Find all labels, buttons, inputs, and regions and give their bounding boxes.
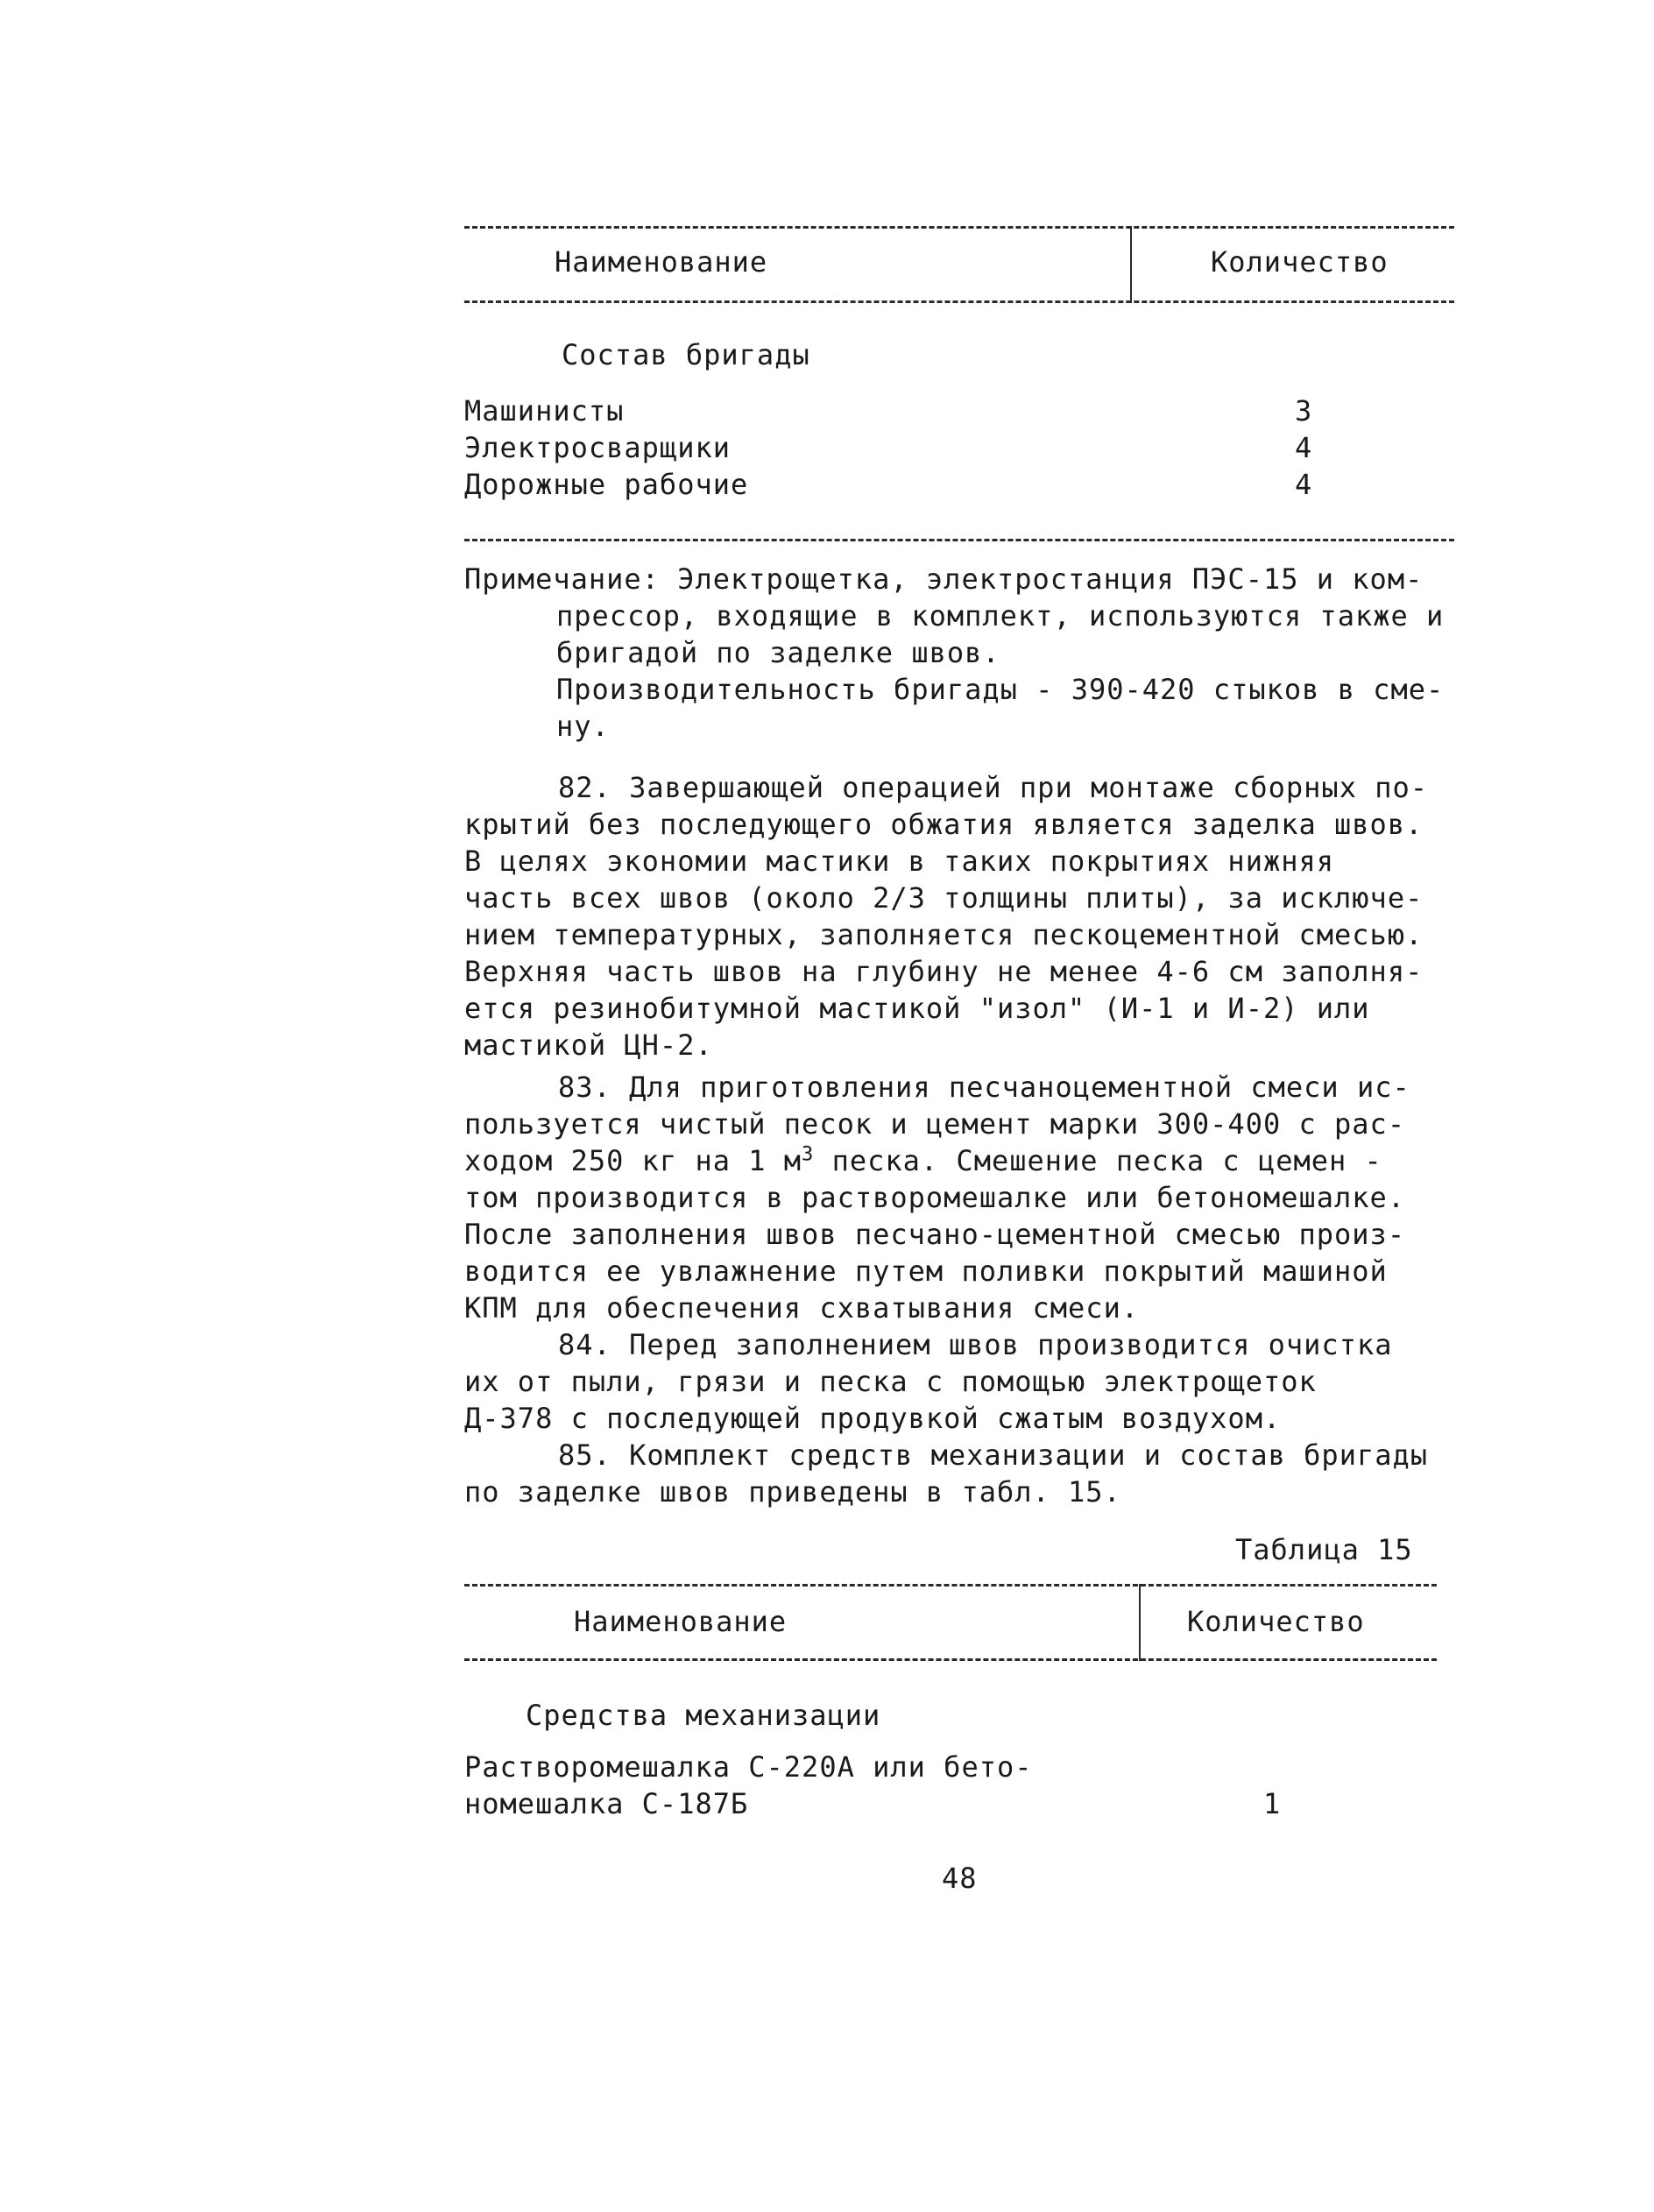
table15-header-name: Наименование <box>574 1605 788 1638</box>
paragraph-line: часть всех швов (около 2/3 толщины плиты), за исключе- <box>464 881 1424 915</box>
table1-header-name: Наименование <box>555 245 768 279</box>
paragraph-line: 83. Для приготовления песчаноцементной смеси ис- <box>558 1071 1410 1104</box>
table15-row-name: Растворомешалка С-220А или бето- <box>464 1750 1033 1784</box>
table1-section-title: Состав бригады <box>562 338 810 371</box>
table15-row-name: номешалка С-187Б <box>464 1787 749 1820</box>
superscript: 3 <box>802 1143 815 1166</box>
paragraph-line: 82. Завершающей операцией при монтаже сборных по- <box>558 771 1429 804</box>
table15-section-title: Средства механизации <box>526 1699 881 1732</box>
table1-row-qty: 3 <box>1295 394 1313 428</box>
table1-row-name: Дорожные рабочие <box>464 468 749 501</box>
note-line: прессор, входящие в комплект, используются также и <box>556 599 1445 633</box>
note-line: бригадой по заделке швов. <box>556 636 1000 669</box>
paragraph-line: В целях экономии мастики в таких покрытиях нижняя <box>464 845 1335 878</box>
paragraph-line: пользуется чистый песок и цемент марки 300-400 с рас- <box>464 1107 1406 1141</box>
note-line: ну. <box>556 710 610 743</box>
paragraph-line: 85. Комплект средств механизации и состав бригады <box>558 1438 1429 1472</box>
page-number: 48 <box>942 1862 978 1895</box>
paragraph-line: крытий без последующего обжатия является заделка швов. <box>464 808 1424 841</box>
table15-row-qty: 1 <box>1263 1787 1282 1820</box>
note-line: Производительность бригады - 390-420 стыков в сме- <box>556 673 1445 706</box>
table1-row-qty: 4 <box>1295 468 1313 501</box>
table15-header-divider <box>1139 1584 1141 1661</box>
paragraph-line: мастикой ЦН-2. <box>464 1028 713 1062</box>
table15-header-rule <box>464 1658 1437 1661</box>
table1-header-divider <box>1130 226 1132 303</box>
table15-header-qty: Количество <box>1187 1605 1365 1638</box>
table1-row-name: Машинисты <box>464 394 625 428</box>
table15-top-rule <box>464 1584 1437 1587</box>
table15-caption: Таблица 15 <box>1235 1533 1413 1566</box>
table1-row-name: Электросварщики <box>464 431 731 464</box>
table1-top-rule <box>464 226 1454 229</box>
paragraph-line: Д-378 с последующей продувкой сжатым воздухом. <box>464 1402 1282 1435</box>
note-line: Примечание: Электрощетка, электростанция ПЭС-15 и ком- <box>464 562 1424 596</box>
paragraph-line: по заделке швов приведены в табл. 15. <box>464 1475 1121 1509</box>
paragraph-line: ется резинобитумной мастикой "изол" (И-1 и И-2) или <box>464 992 1370 1025</box>
table1-row-qty: 4 <box>1295 431 1313 464</box>
table1-header-rule <box>464 300 1454 303</box>
paragraph-line: Верхняя часть швов на глубину не менее 4-6 см заполня- <box>464 955 1424 988</box>
paragraph-line: 84. Перед заполнением швов производится очистка <box>558 1328 1393 1361</box>
paragraph-line: После заполнения швов песчано-цементной смесью произ- <box>464 1218 1406 1251</box>
table1-header-qty: Количество <box>1211 245 1389 279</box>
paragraph-line: том производится в растворомешалке или бетономешалке. <box>464 1181 1406 1214</box>
paragraph-line: их от пыли, грязи и песка с помощью электрощеток <box>464 1365 1317 1398</box>
paragraph-line: водится ее увлажнение путем поливки покрытий машиной <box>464 1254 1388 1288</box>
table1-bottom-rule <box>464 539 1454 541</box>
paragraph-line: ходом 250 кг на 1 $м^3$ песка. Смешение песка с цемен - <box>464 1143 1382 1177</box>
paragraph-line: КПМ для обеспечения схватывания смеси. <box>464 1291 1140 1325</box>
paragraph-line: нием температурных, заполняется пескоцементной смесью. <box>464 918 1424 951</box>
